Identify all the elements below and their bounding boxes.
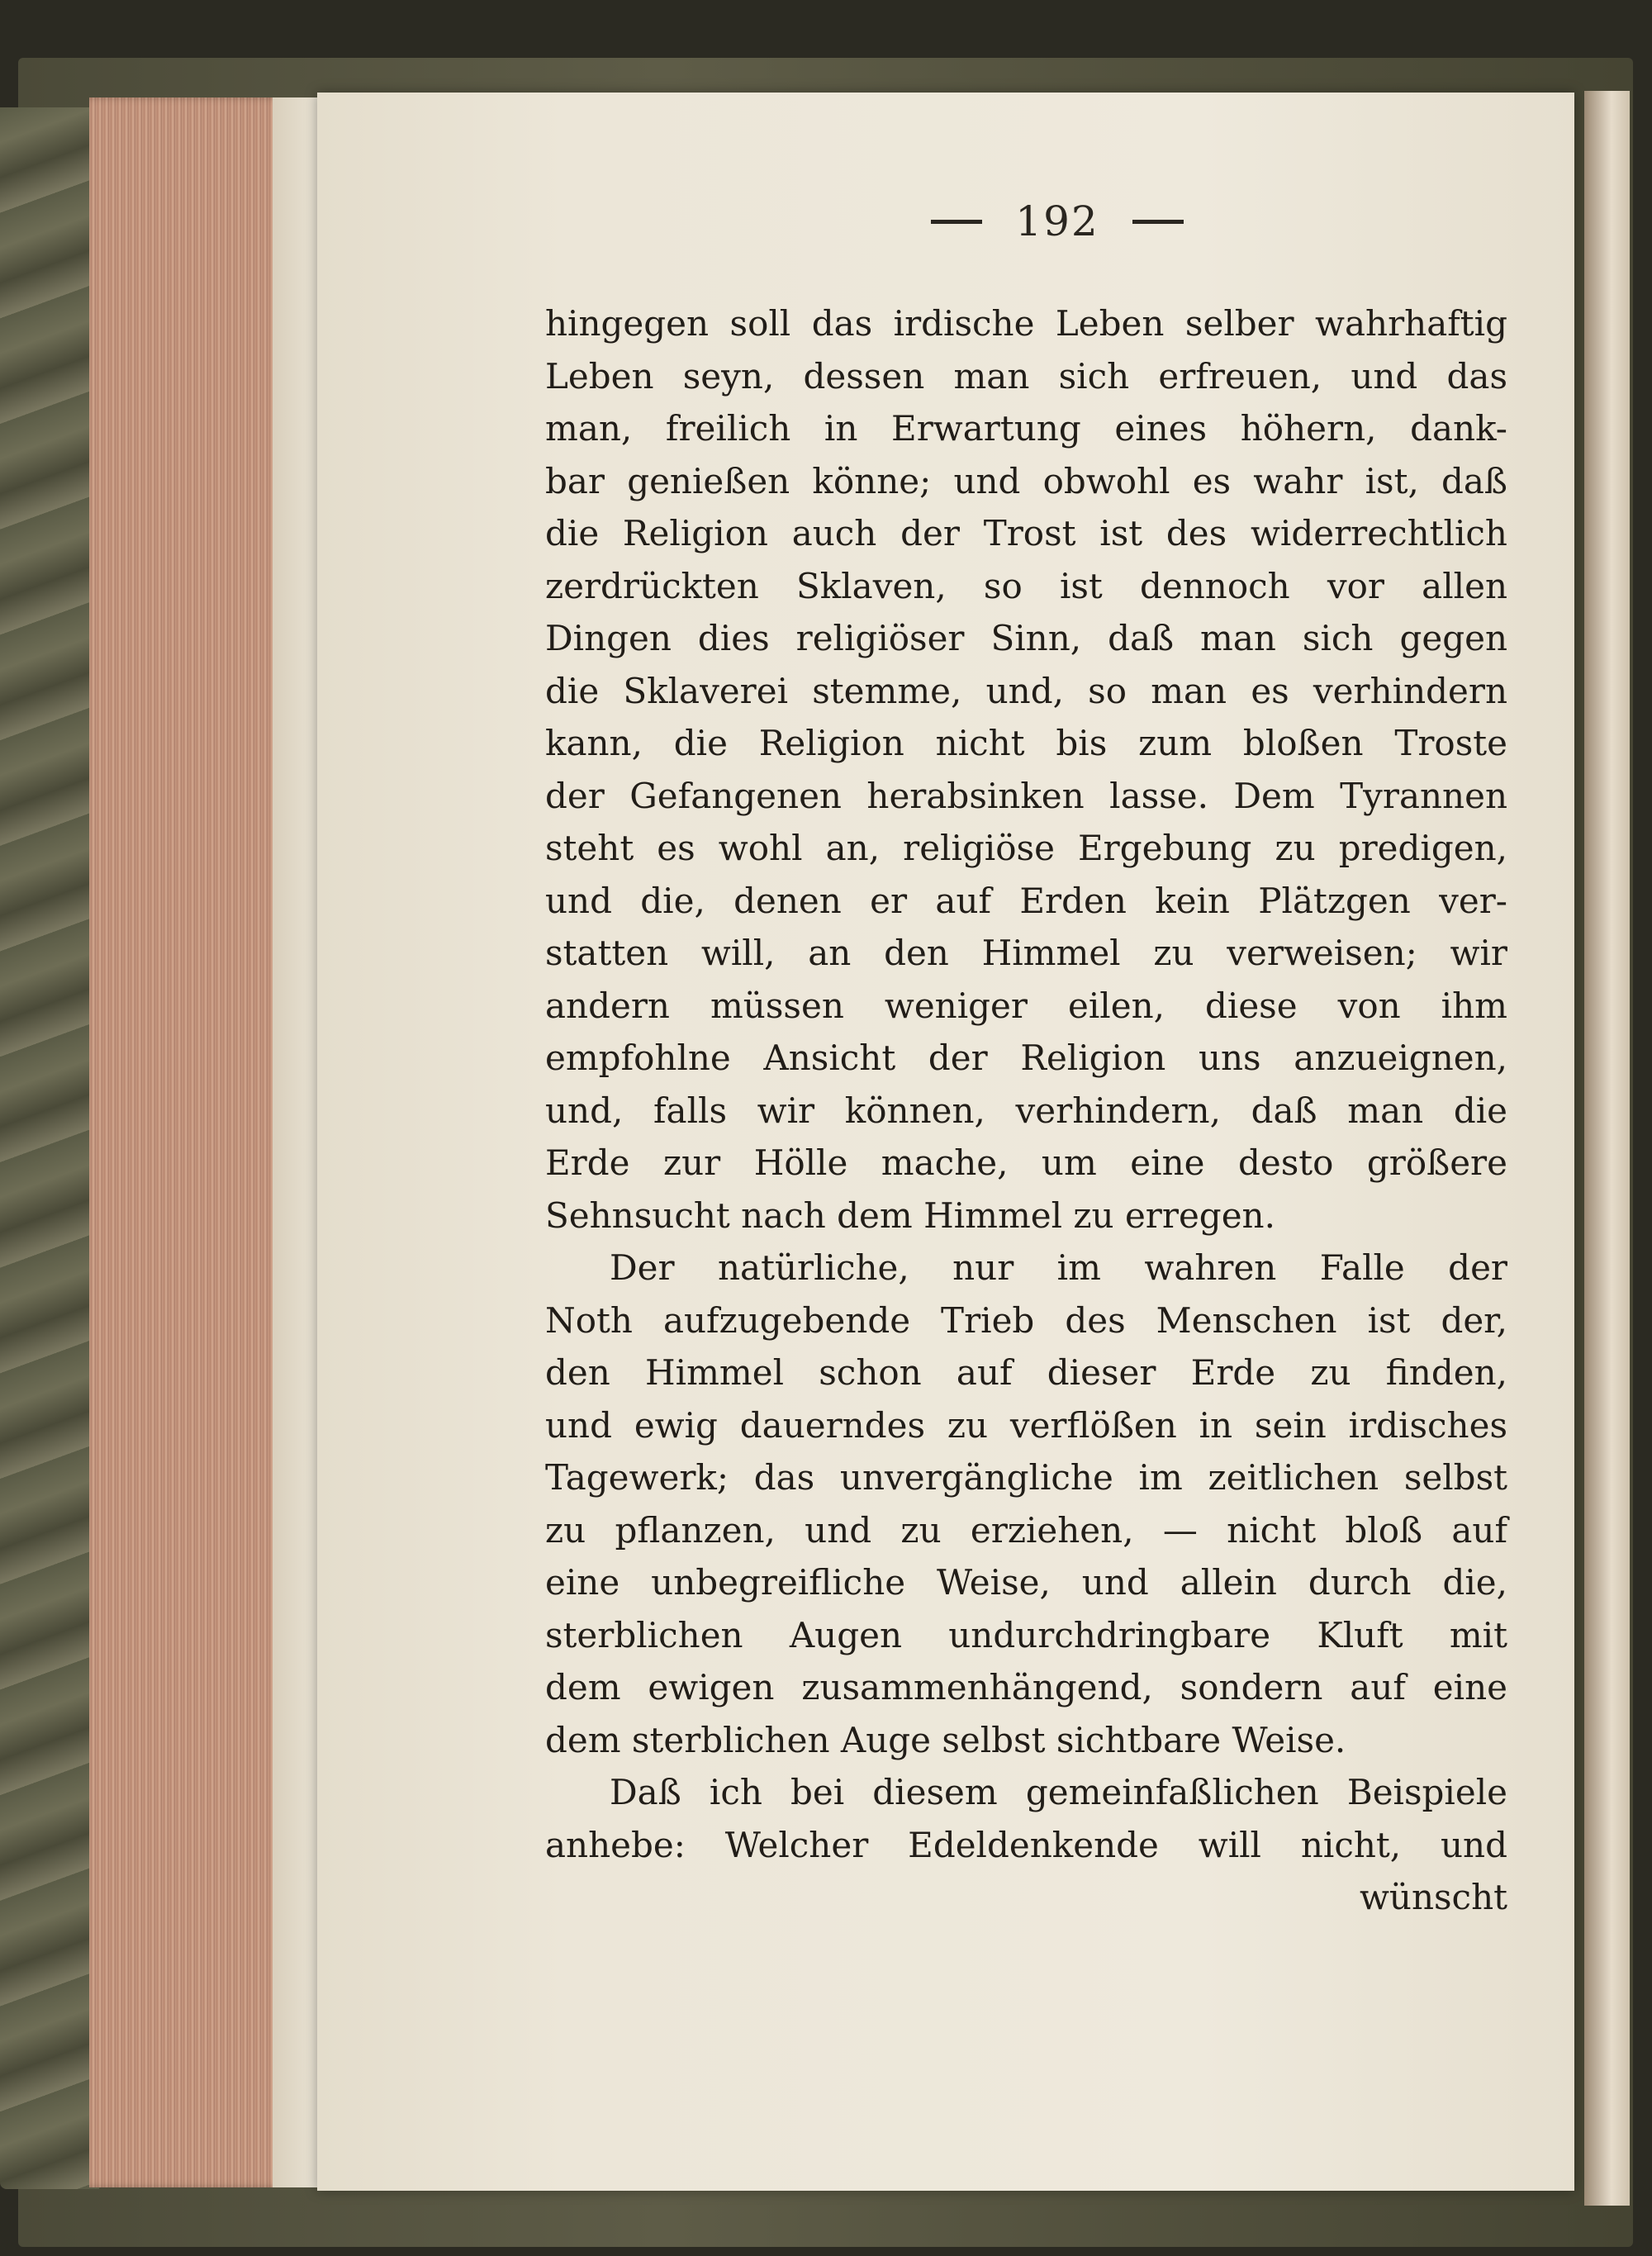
facing-page-edge xyxy=(1584,91,1630,2206)
header-dash-left xyxy=(931,220,982,224)
text-line: empfohlne Ansicht der Religion uns anzueignen, xyxy=(545,1038,1507,1078)
text-line: steht es wohl an, religiöse Ergebung zu predigen, xyxy=(545,828,1507,868)
page-number: 192 xyxy=(1015,197,1099,245)
text-line: anhebe: Welcher Edeldenkende will nicht, und xyxy=(545,1824,1507,1865)
text-line: zerdrückten Sklaven, so ist dennoch vor allen xyxy=(545,565,1507,606)
text-line: statten will, an den Himmel zu verweisen; wir xyxy=(545,933,1507,973)
text-line: und die, denen er auf Erden kein Plätzgen ver- xyxy=(545,880,1507,921)
page-gutter xyxy=(273,97,319,2187)
text-line: Tagewerk; das unvergängliche im zeitlichen selbst xyxy=(545,1457,1507,1498)
catchword: wünscht xyxy=(1359,1877,1507,1917)
text-line: eine unbegreifliche Weise, und allein durch die, xyxy=(545,1562,1507,1603)
paragraph xyxy=(545,1242,1507,1766)
text-line: Der natürliche, nur im wahren Falle der xyxy=(610,1247,1507,1288)
marbled-cover-board xyxy=(0,107,99,2189)
text-line: dem sterblichen Auge selbst sichtbare Weise. xyxy=(545,1719,1346,1760)
page-body xyxy=(545,297,1507,1924)
text-line: hingegen soll das irdische Leben selber wahrhaftig xyxy=(545,303,1507,344)
running-header xyxy=(876,188,1239,254)
text-line: dem ewigen zusammenhängend, sondern auf eine xyxy=(545,1667,1507,1707)
text-line: Dingen dies religiöser Sinn, daß man sich gegen xyxy=(545,618,1507,658)
text-line: der Gefangenen herabsinken lasse. Dem Tyrannen xyxy=(545,775,1507,816)
text-line: und ewig dauerndes zu verflößen in sein irdisches xyxy=(545,1404,1507,1446)
text-line: die Sklaverei stemme, und, so man es verhindern xyxy=(545,670,1507,711)
text-line: die Religion auch der Trost ist des widerrechtlich xyxy=(545,513,1507,553)
paragraph xyxy=(545,1766,1507,1871)
text-line: zu pflanzen, und zu erziehen, — nicht bloß auf xyxy=(545,1509,1507,1551)
text-line: den Himmel schon auf dieser Erde zu finden, xyxy=(545,1352,1507,1393)
text-line: und, falls wir können, verhindern, daß man die xyxy=(545,1090,1507,1131)
text-line: Sehnsucht nach dem Himmel zu erregen. xyxy=(545,1194,1275,1236)
paragraph xyxy=(545,297,1507,1242)
text-line: andern müssen weniger eilen, diese von ihm xyxy=(545,985,1507,1026)
text-line: Leben seyn, dessen man sich erfreuen, und das xyxy=(545,355,1507,397)
text-line: man, freilich in Erwartung eines höhern, dank- xyxy=(545,408,1507,449)
header-dash-right xyxy=(1132,220,1184,224)
text-line: Erde zur Hölle mache, um eine desto größere xyxy=(545,1142,1507,1183)
text-line: bar genießen könne; und obwohl es wahr ist, daß xyxy=(545,460,1507,501)
text-line: Daß ich bei diesem gemeinfaßlichen Beispiele xyxy=(610,1772,1507,1812)
text-line: sterblichen Augen undurchdringbare Kluft mit xyxy=(545,1614,1507,1655)
text-line: Noth aufzugebende Trieb des Menschen ist der, xyxy=(545,1299,1507,1341)
text-line: kann, die Religion nicht bis zum bloßen Troste xyxy=(545,723,1507,763)
